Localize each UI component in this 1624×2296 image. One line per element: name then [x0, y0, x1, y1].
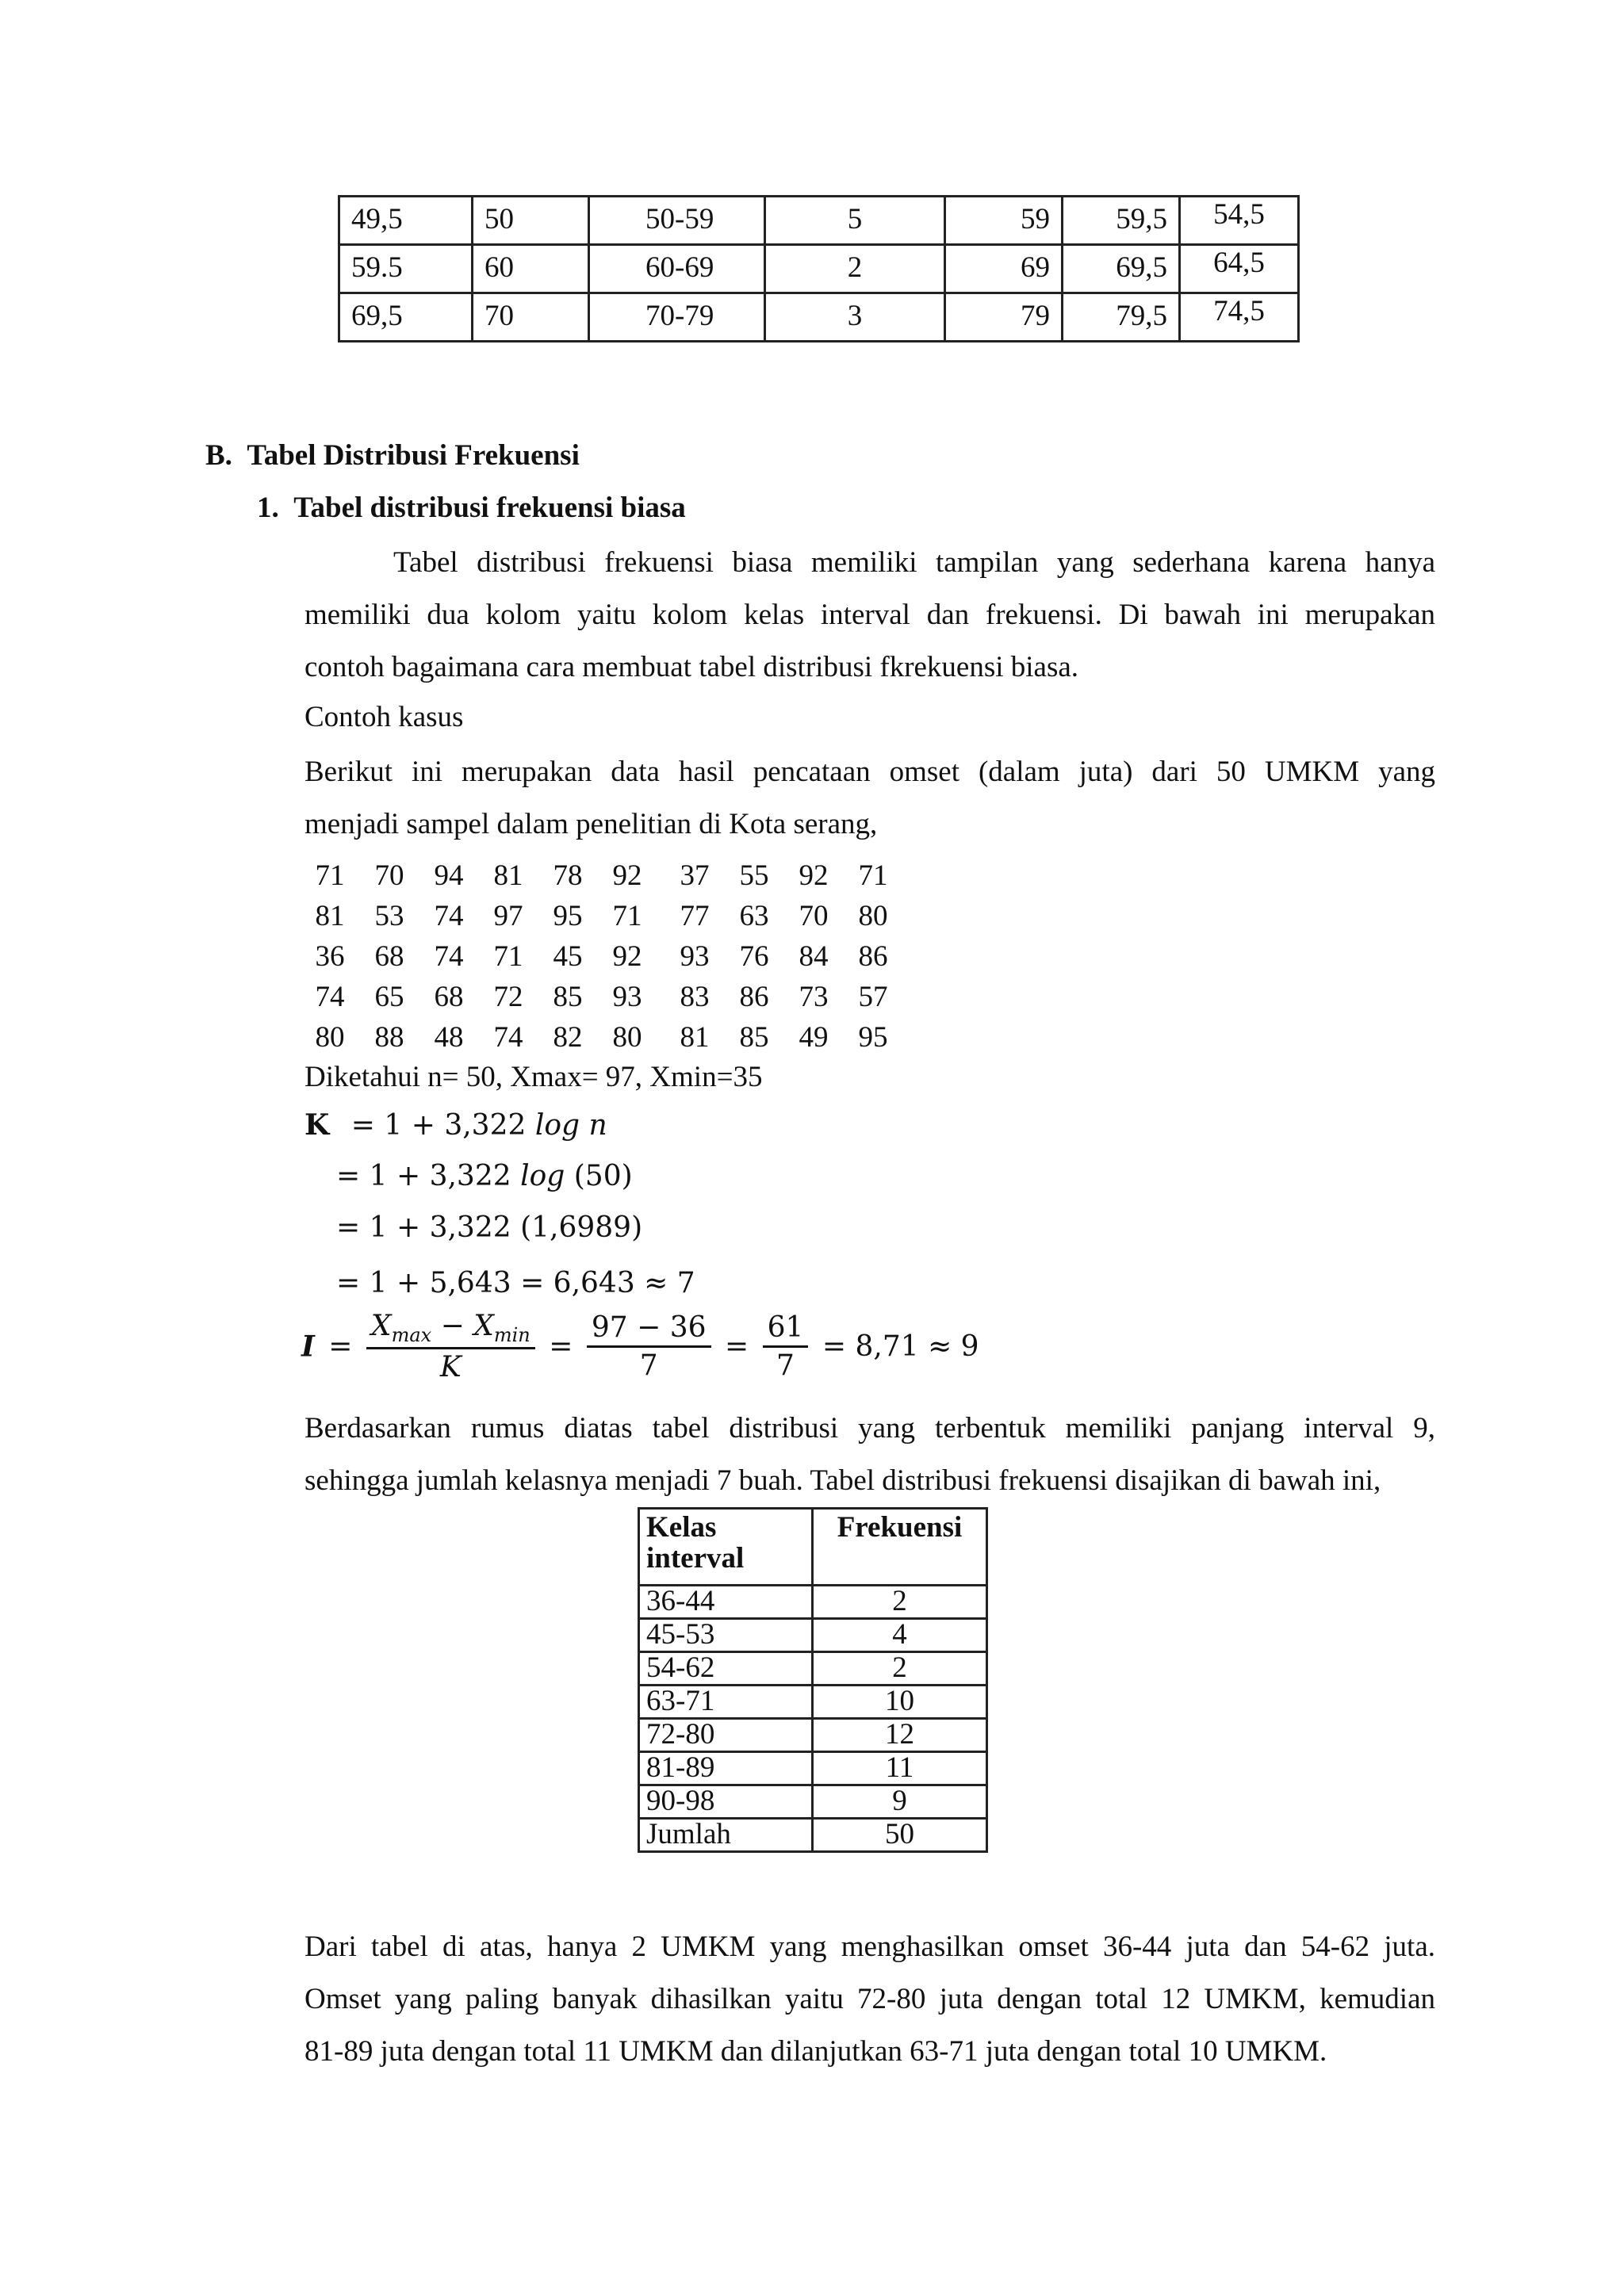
fraction-simplified — [763, 1310, 809, 1383]
intro-line: Tabel distribusi frekuensi biasa memiliki tampilan yang sederhana karena hanya — [393, 546, 1435, 579]
data-value: 81 — [680, 1021, 710, 1054]
data-value: 83 — [680, 981, 710, 1013]
intro-line: memiliki dua kolom yaitu kolom kelas interval dan frekuensi. Di bawah ini merupakan — [304, 599, 1435, 631]
interval-cell: 60-69 — [589, 245, 765, 293]
table-row — [639, 1785, 987, 1819]
data-value: 45 — [553, 940, 583, 973]
data-value: 93 — [612, 981, 642, 1013]
formula-text: max — [391, 1324, 432, 1347]
data-value: 80 — [612, 1021, 642, 1054]
formula-k-line2 — [336, 1160, 633, 1192]
midpoint-cell: 54,5 — [1180, 197, 1299, 245]
formula-k-line3: = 1 + 3,322 (1,6989) — [336, 1211, 643, 1244]
formula-text: − — [431, 1310, 474, 1342]
frequency-cell: 10 — [813, 1686, 987, 1719]
header-interval: Kelas interval — [639, 1509, 813, 1586]
frequency-cell: 2 — [813, 1652, 987, 1686]
table-row — [639, 1586, 987, 1619]
section-heading: B. Tabel Distribusi Frekuensi — [205, 439, 580, 472]
case-line: menjadi sampel dalam penelitian di Kota serang, — [304, 808, 878, 840]
lower-limit-cell: 60 — [473, 245, 589, 293]
frequency-cell: 11 — [813, 1752, 987, 1785]
formula-text: log — [520, 1160, 565, 1192]
data-value: 88 — [374, 1021, 404, 1054]
fraction-numerator — [366, 1308, 535, 1349]
formula-text: (50) — [573, 1160, 633, 1192]
interval-cell: 72-80 — [639, 1719, 813, 1752]
subsection-heading: 1. Tabel distribusi frekuensi biasa — [257, 492, 686, 524]
data-value: 78 — [553, 859, 583, 892]
header-frequency: Frekuensi — [813, 1509, 987, 1586]
data-value: 71 — [493, 940, 523, 973]
lower-boundary-cell: 49,5 — [339, 197, 473, 245]
data-value: 36 — [315, 940, 345, 973]
data-value: 85 — [553, 981, 583, 1013]
data-value: 57 — [858, 981, 888, 1013]
interval-cell: 90-98 — [639, 1785, 813, 1819]
data-value: 84 — [799, 940, 829, 973]
data-value: 37 — [680, 859, 710, 892]
data-value: 65 — [374, 981, 404, 1013]
midpoint-cell: 64,5 — [1180, 245, 1299, 293]
interval-cell: 81-89 — [639, 1752, 813, 1785]
table-row — [639, 1619, 987, 1652]
table-row — [339, 197, 1299, 245]
data-value: 85 — [739, 1021, 769, 1054]
data-value: 92 — [799, 859, 829, 892]
formula-text: = — [549, 1330, 573, 1364]
interval-cell: 50-59 — [589, 197, 765, 245]
fraction-values — [587, 1310, 711, 1383]
data-value: 74 — [493, 1021, 523, 1054]
upper-limit-cell: 79 — [945, 293, 1063, 342]
data-value: 70 — [374, 859, 404, 892]
lower-boundary-cell: 69,5 — [339, 293, 473, 342]
table-row — [639, 1819, 987, 1852]
data-value: 74 — [434, 940, 464, 973]
data-value: 48 — [434, 1021, 464, 1054]
data-value: 71 — [612, 900, 642, 932]
formula-k-line4: = 1 + 5,643 = 6,643 ≈ 7 — [336, 1267, 695, 1299]
formula-text: X — [370, 1310, 392, 1342]
fraction-denominator: K — [439, 1351, 462, 1384]
data-value: 80 — [858, 900, 888, 932]
frequency-cell: 2 — [813, 1586, 987, 1619]
table-row — [339, 293, 1299, 342]
interval-cell: 36-44 — [639, 1586, 813, 1619]
upper-limit-cell: 69 — [945, 245, 1063, 293]
fraction-denominator: 7 — [776, 1349, 795, 1383]
total-value: 50 — [813, 1819, 987, 1852]
case-line: Berikut ini merupakan data hasil pencataan omset (dalam juta) dari 50 UMKM yang — [304, 756, 1435, 788]
data-value: 80 — [315, 1021, 345, 1054]
frequency-table — [638, 1507, 988, 1853]
frequency-cell: 5 — [765, 197, 945, 245]
lower-limit-cell: 70 — [473, 293, 589, 342]
upper-boundary-cell: 79,5 — [1063, 293, 1180, 342]
table-row — [639, 1686, 987, 1719]
class-boundary-table — [338, 195, 1300, 342]
data-value: 81 — [493, 859, 523, 892]
data-value: 95 — [553, 900, 583, 932]
data-value: 70 — [799, 900, 829, 932]
table-row — [339, 245, 1299, 293]
midpoint-cell: 74,5 — [1180, 293, 1299, 342]
data-value: 72 — [493, 981, 523, 1013]
frequency-cell: 12 — [813, 1719, 987, 1752]
table-row — [639, 1652, 987, 1686]
table-row — [639, 1719, 987, 1752]
upper-boundary-cell: 59,5 — [1063, 197, 1180, 245]
formula-text: X — [473, 1310, 494, 1342]
upper-boundary-cell: 69,5 — [1063, 245, 1180, 293]
fraction-numerator: 97 − 36 — [587, 1310, 711, 1348]
frequency-cell: 3 — [765, 293, 945, 342]
interval-cell: 45-53 — [639, 1619, 813, 1652]
data-value: 76 — [739, 940, 769, 973]
formula-text: log n — [534, 1109, 607, 1142]
data-value: 95 — [858, 1021, 888, 1054]
data-value: 74 — [434, 900, 464, 932]
data-value: 63 — [739, 900, 769, 932]
total-label: Jumlah — [639, 1819, 813, 1852]
frequency-cell: 4 — [813, 1619, 987, 1652]
data-value: 71 — [315, 859, 345, 892]
data-value: 55 — [739, 859, 769, 892]
data-value: 94 — [434, 859, 464, 892]
summary-line: Omset yang paling banyak dihasilkan yaitu 72-80 juta dengan total 12 UMKM, kemudian — [304, 1983, 1435, 2015]
conclusion-line: Berdasarkan rumus diatas tabel distribusi yang terbentuk memiliki panjang interval 9, — [304, 1412, 1435, 1445]
interval-cell: 54-62 — [639, 1652, 813, 1686]
formula-k-line1 — [304, 1108, 607, 1142]
data-value: 74 — [315, 981, 345, 1013]
data-value: 68 — [434, 981, 464, 1013]
formula-text: min — [493, 1324, 530, 1347]
formula-text: = 1 + 3,322 — [350, 1109, 527, 1142]
formula-text: = 1 + 3,322 — [336, 1160, 511, 1192]
formula-result: = 8,71 ≈ 9 — [822, 1330, 979, 1364]
data-value: 97 — [493, 900, 523, 932]
data-value: 86 — [739, 981, 769, 1013]
intro-line: contoh bagaimana cara membuat tabel distribusi fkrekuensi biasa. — [304, 651, 1079, 683]
conclusion-line: sehingga jumlah kelasnya menjadi 7 buah. Tabel distribusi frekuensi disajikan di bawah ini, — [304, 1464, 1381, 1497]
interval-cell: 70-79 — [589, 293, 765, 342]
fraction-numerator: 61 — [763, 1310, 809, 1348]
case-label: Contoh kasus — [304, 701, 464, 733]
formula-i — [301, 1308, 979, 1385]
data-value: 53 — [374, 900, 404, 932]
data-value: 82 — [553, 1021, 583, 1054]
data-value: 77 — [680, 900, 710, 932]
table-header-row — [639, 1509, 987, 1586]
lower-limit-cell: 50 — [473, 197, 589, 245]
frequency-cell: 2 — [765, 245, 945, 293]
k-variable: K — [304, 1108, 330, 1142]
data-value: 73 — [799, 981, 829, 1013]
interval-cell: 63-71 — [639, 1686, 813, 1719]
fraction-range-over-k — [366, 1308, 535, 1385]
upper-limit-cell: 59 — [945, 197, 1063, 245]
known-values: Diketahui n= 50, Xmax= 97, Xmin=35 — [304, 1061, 763, 1093]
formula-text: = — [724, 1330, 749, 1364]
data-value: 81 — [315, 900, 345, 932]
summary-line: Dari tabel di atas, hanya 2 UMKM yang menghasilkan omset 36-44 juta dan 54-62 juta. — [304, 1931, 1435, 1963]
fraction-denominator: 7 — [639, 1349, 658, 1383]
data-value: 92 — [612, 859, 642, 892]
data-value: 86 — [858, 940, 888, 973]
frequency-cell: 9 — [813, 1785, 987, 1819]
table-row — [639, 1752, 987, 1785]
data-value: 68 — [374, 940, 404, 973]
data-value: 49 — [799, 1021, 829, 1054]
formula-text: = — [328, 1330, 353, 1364]
lower-boundary-cell: 59.5 — [339, 245, 473, 293]
data-value: 71 — [858, 859, 888, 892]
i-variable: I — [301, 1330, 315, 1364]
data-value: 93 — [680, 940, 710, 973]
data-value: 92 — [612, 940, 642, 973]
summary-line: 81-89 juta dengan total 11 UMKM dan dilanjutkan 63-71 juta dengan total 10 UMKM. — [304, 2035, 1327, 2068]
